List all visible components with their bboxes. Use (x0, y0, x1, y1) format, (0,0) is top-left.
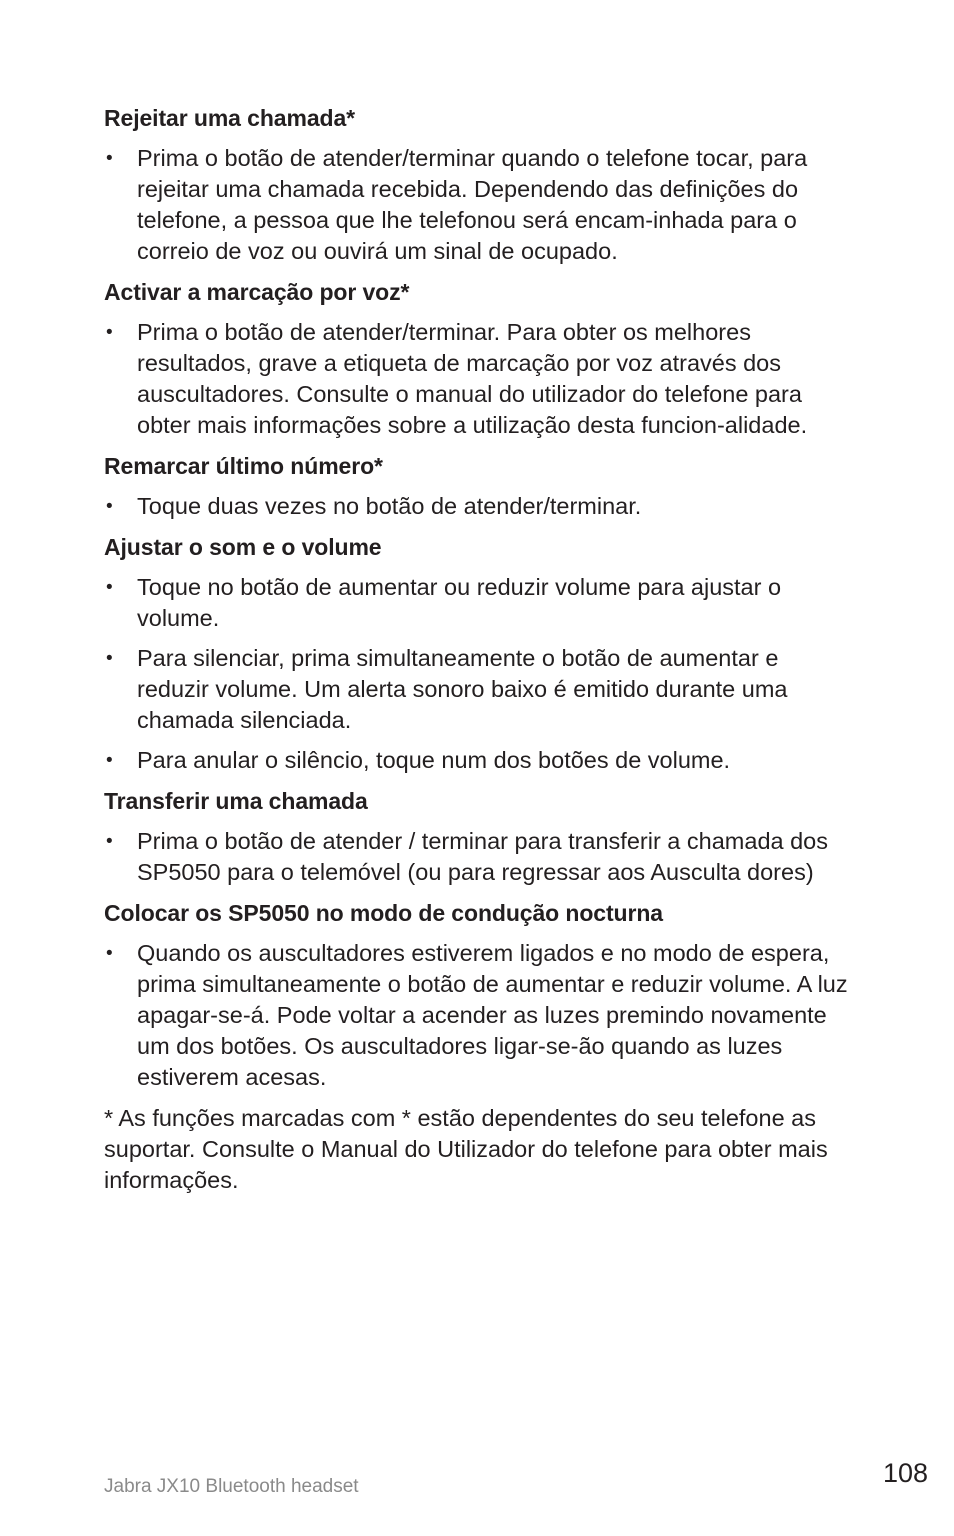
bullet-item (104, 572, 854, 634)
section-heading: Remarcar último número* (104, 453, 383, 479)
bullet-list (104, 938, 854, 1093)
footer-product-title: Jabra JX10 Bluetooth headset (104, 1476, 359, 1497)
bullet-list (104, 143, 854, 267)
section-heading: Activar a marcação por voz* (104, 279, 410, 305)
bullet-item (104, 938, 854, 1093)
section-redial (104, 451, 854, 522)
bullet-text: Prima o botão de atender/terminar. Para obter os melhores resultados, grave a etiqueta de marcação por voz através dos auscultadores. Consulte o manual do utilizador do telefone para obter mais informações sobre a utilização desta funcion-alidade. (137, 319, 808, 438)
document-body (104, 103, 854, 1196)
bullet-item (104, 745, 854, 776)
bullet-marker-icon: • (106, 577, 113, 598)
section-transfer-call (104, 786, 854, 888)
bullet-text: Toque no botão de aumentar ou reduzir volume para ajustar o volume. (137, 574, 782, 631)
section-voice-dial (104, 277, 854, 441)
section-heading: Colocar os SP5050 no modo de condução nocturna (104, 900, 664, 926)
bullet-list (104, 572, 854, 776)
bullet-marker-icon: • (106, 750, 113, 771)
bullet-list (104, 826, 854, 888)
section-heading: Ajustar o som e o volume (104, 534, 382, 560)
bullet-marker-icon: • (106, 648, 113, 669)
bullet-item (104, 826, 854, 888)
bullet-text: Para anular o silêncio, toque num dos botões de volume. (137, 747, 731, 773)
page-number: 108 (882, 1458, 928, 1488)
bullet-item (104, 143, 854, 267)
bullet-marker-icon: • (106, 148, 113, 169)
footnote: * As funções marcadas com * estão dependentes do seu telefone as suportar. Consulte o Manual do Utilizador do telefone para obter mais informações. (104, 1105, 828, 1193)
bullet-item (104, 491, 854, 522)
bullet-list (104, 317, 854, 441)
bullet-item (104, 317, 854, 441)
bullet-marker-icon: • (106, 943, 113, 964)
section-heading: Transferir uma chamada (104, 788, 368, 814)
bullet-item (104, 643, 854, 736)
bullet-marker-icon: • (106, 831, 113, 852)
bullet-marker-icon: • (106, 496, 113, 517)
section-reject-call (104, 103, 854, 267)
bullet-marker-icon: • (106, 322, 113, 343)
section-night-mode (104, 898, 854, 1093)
section-heading: Rejeitar uma chamada* (104, 105, 356, 131)
bullet-text: Prima o botão de atender/terminar quando o telefone tocar, para rejeitar uma chamada recebida. Dependendo das definições do telefone, a pessoa que lhe telefonou será encam-inhada para o correio de voz ou ouvirá um sinal de ocupado. (137, 145, 808, 264)
bullet-list (104, 491, 854, 522)
section-volume (104, 532, 854, 776)
bullet-text: Prima o botão de atender / terminar para transferir a chamada dos SP5050 para o telemóvel (ou para regressar aos Ausculta dores) (137, 828, 829, 885)
bullet-text: Para silenciar, prima simultaneamente o botão de aumentar e reduzir volume. Um alerta sonoro baixo é emitido durante uma chamada silenciada. (137, 645, 788, 733)
bullet-text: Toque duas vezes no botão de atender/terminar. (137, 493, 642, 519)
bullet-text: Quando os auscultadores estiverem ligados e no modo de espera, prima simultaneamente o botão de aumentar e reduzir volume. A luz apagar-se-á. Pode voltar a acender as luzes premindo novamente um dos botões. Os auscultadores ligar-se-ão quando as luzes estiverem acesas. (137, 940, 848, 1090)
